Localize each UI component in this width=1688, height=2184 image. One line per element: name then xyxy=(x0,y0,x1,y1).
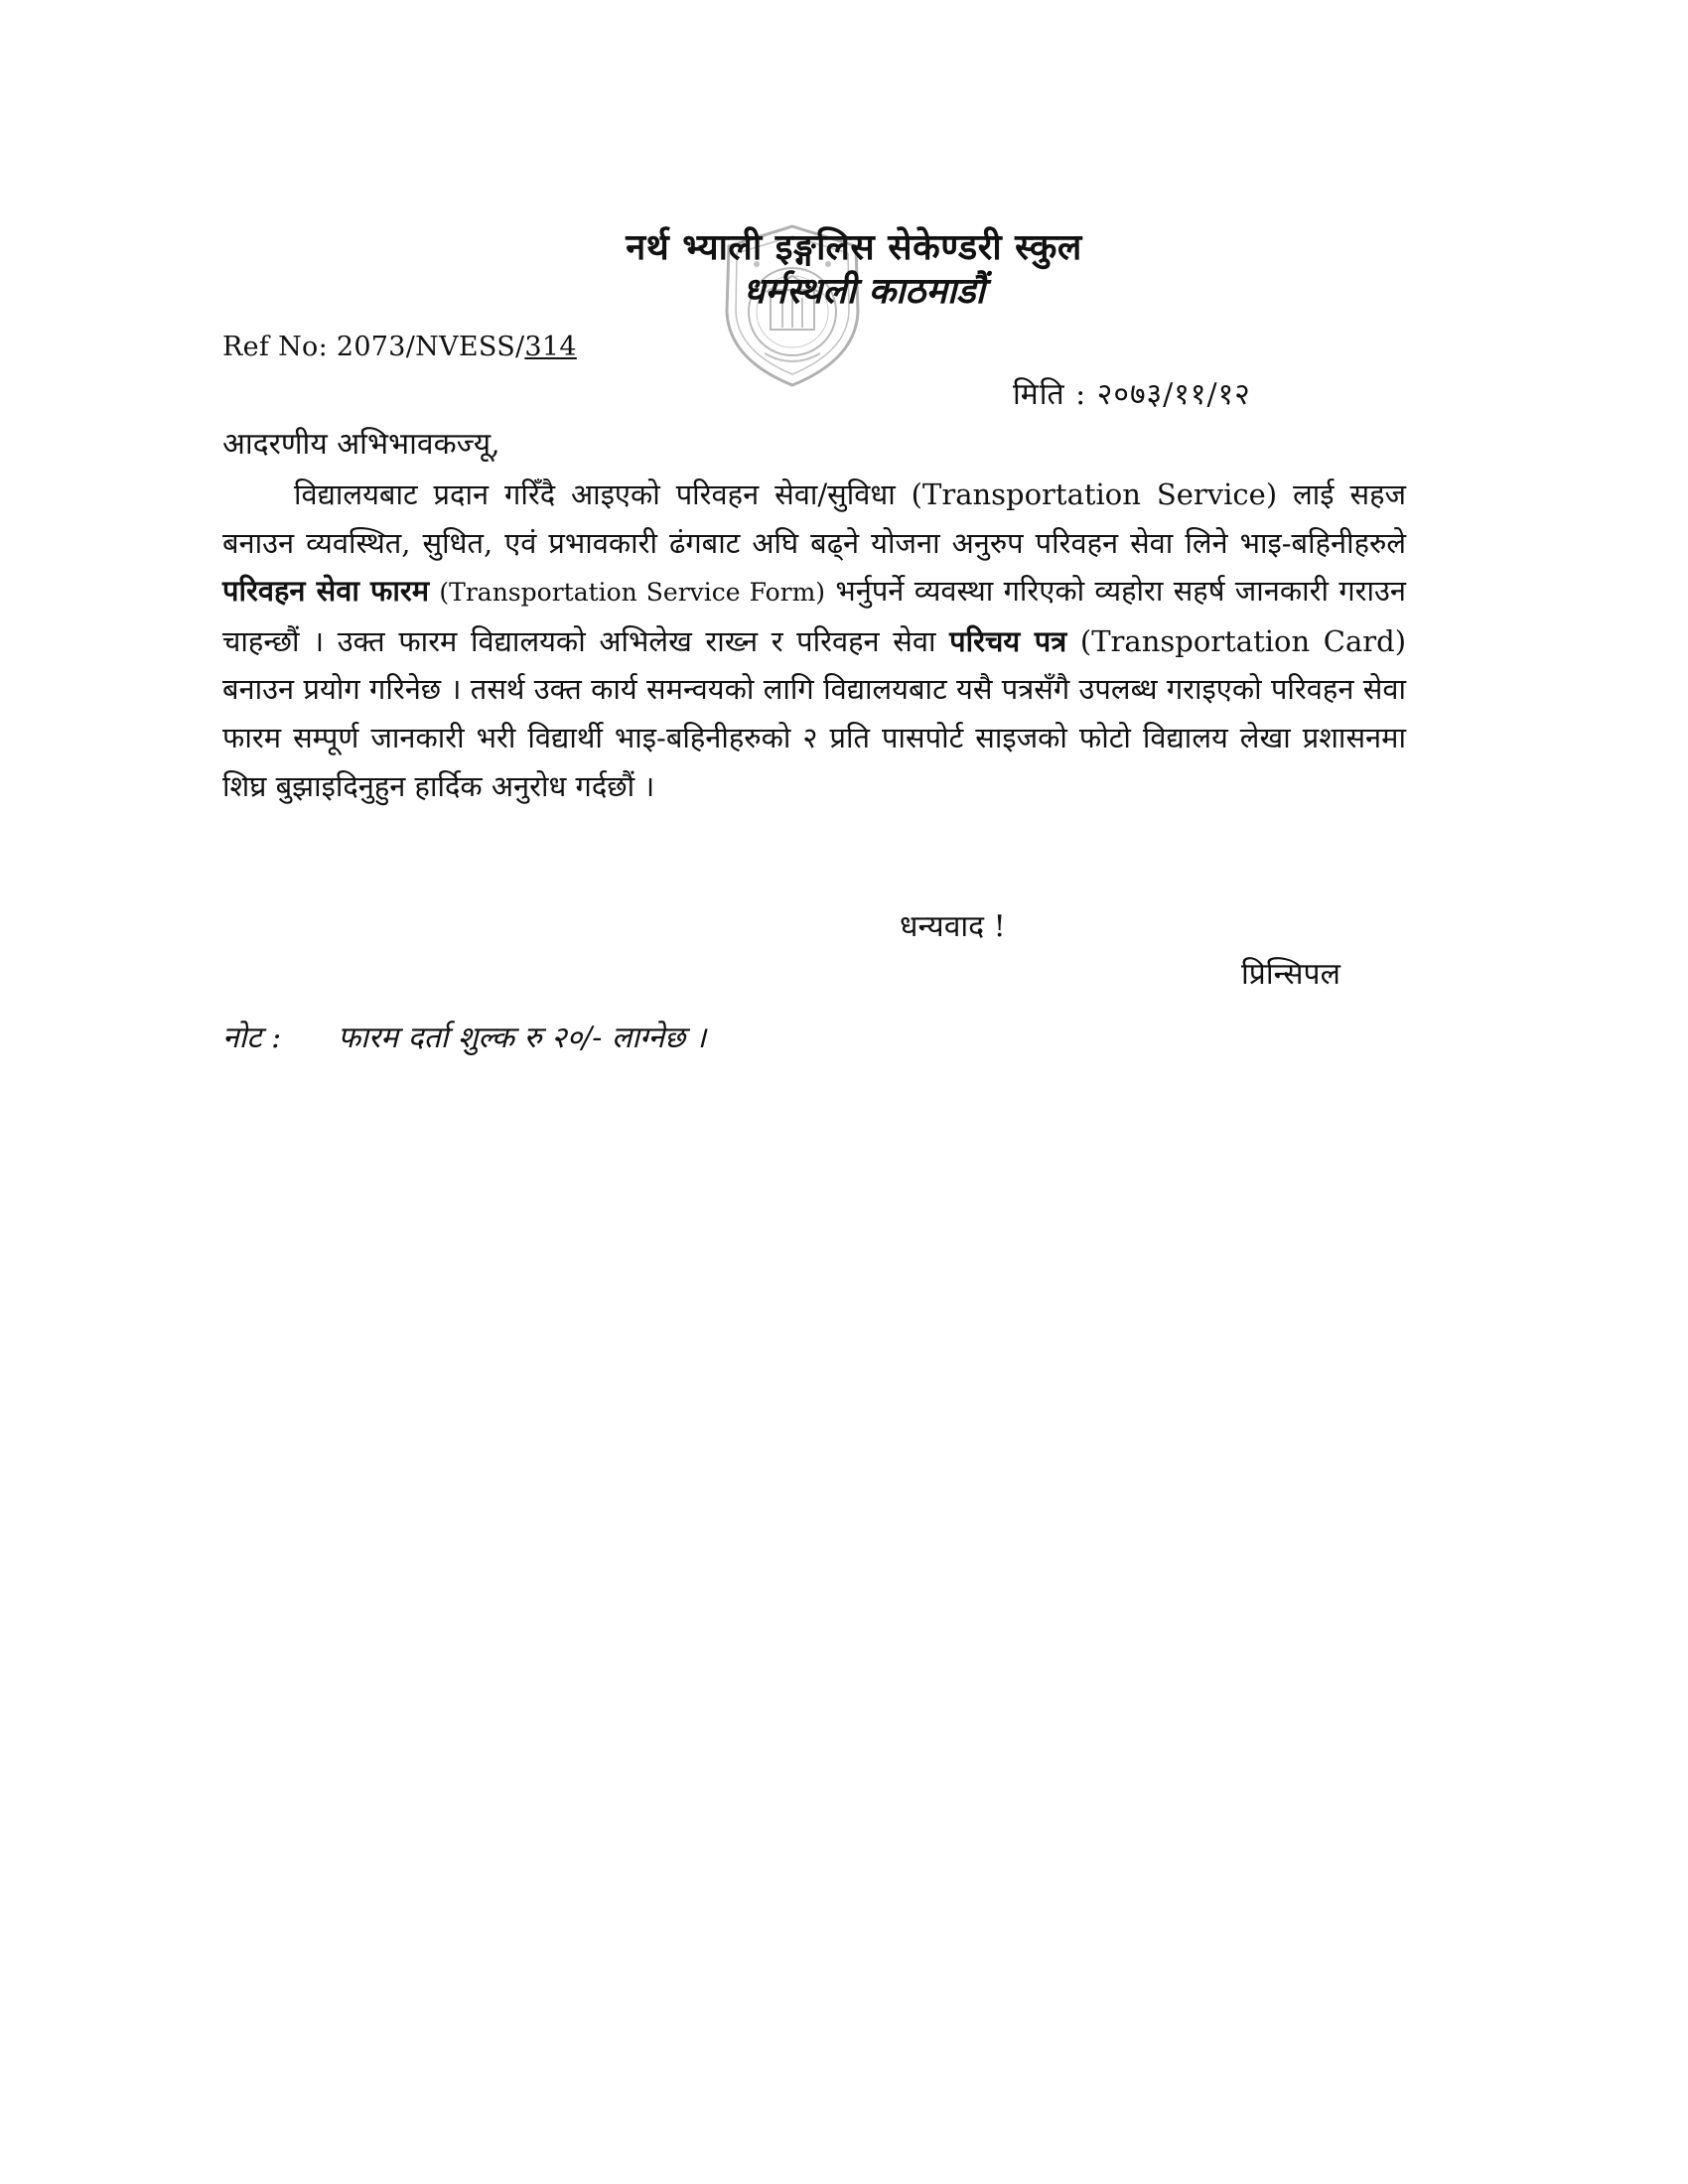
body-segment-4: (Transportation Card) बनाउन प्रयोग गरिनेछ । तसर्थ उक्त कार्य समन्वयको लागि विद्यालयबाट यसै पत्रसँगै उपलब्ध गराइएको परिवहन सेवा फारम सम्पूर्ण जानकारी भरी विद्यार्थी भाइ-बहिनीहरुको २ प्रति पासपोर्ट साइजको फोटो विद्यालय लेखा प्रशासनमा शिघ्र बुझाइदिनुहुन हार्दिक अनुरोध गर्दछौं । xyxy=(222,623,1407,803)
reference-prefix: Ref No: 2073/NVESS/ xyxy=(222,332,525,362)
school-name: नर्थ भ्याली इङ्गलिस सेकेण्डरी स्कुल xyxy=(626,227,1082,268)
signatory-title: प्रिन्सिपल xyxy=(1241,957,1340,992)
school-location: धर्मस्थली काठमाडौं xyxy=(743,271,985,312)
body-segment-2: (Transportation Service Form) xyxy=(439,578,826,608)
letterhead xyxy=(0,226,1688,314)
body-segment-1: विद्यालयबाट प्रदान गरिँदै आइएको परिवहन सेवा/सुविधा (Transportation Service) लाई सहज बनाउन व्यवस्थित, सुधित, एवं प्रभावकारी ढंगबाट अघि बढ्ने योजना अनुरुप परिवहन सेवा लिने भाइ-बहिनीहरुले xyxy=(222,478,1406,560)
reference-serial: 314 xyxy=(524,332,577,362)
closing-thanks: धन्यवाद ! xyxy=(900,909,1006,944)
body-bold-form-name: परिवहन सेवा फारम xyxy=(222,574,430,609)
note-text: फारम दर्ता शुल्क रु २०/- लाग्नेछ । xyxy=(338,1021,707,1055)
body-bold-card-name: परिचय पत्र xyxy=(949,623,1067,658)
salutation: आदरणीय अभिभावकज्यू, xyxy=(222,427,500,462)
note-label: नोट : xyxy=(222,1021,282,1055)
letter-date: मिति : २०७३/११/१२ xyxy=(1013,377,1251,412)
letter-body xyxy=(222,471,1406,810)
body-segment-3: भर्नुपर्ने व्यवस्था गरिएको व्यहोरा सहर्ष जानकारी गराउन चाहन्छौं । उक्त फारम विद्यालयको अभिलेख राख्न र परिवहन सेवा xyxy=(222,574,1407,658)
footnote xyxy=(222,1019,706,1058)
reference-number xyxy=(222,330,577,365)
